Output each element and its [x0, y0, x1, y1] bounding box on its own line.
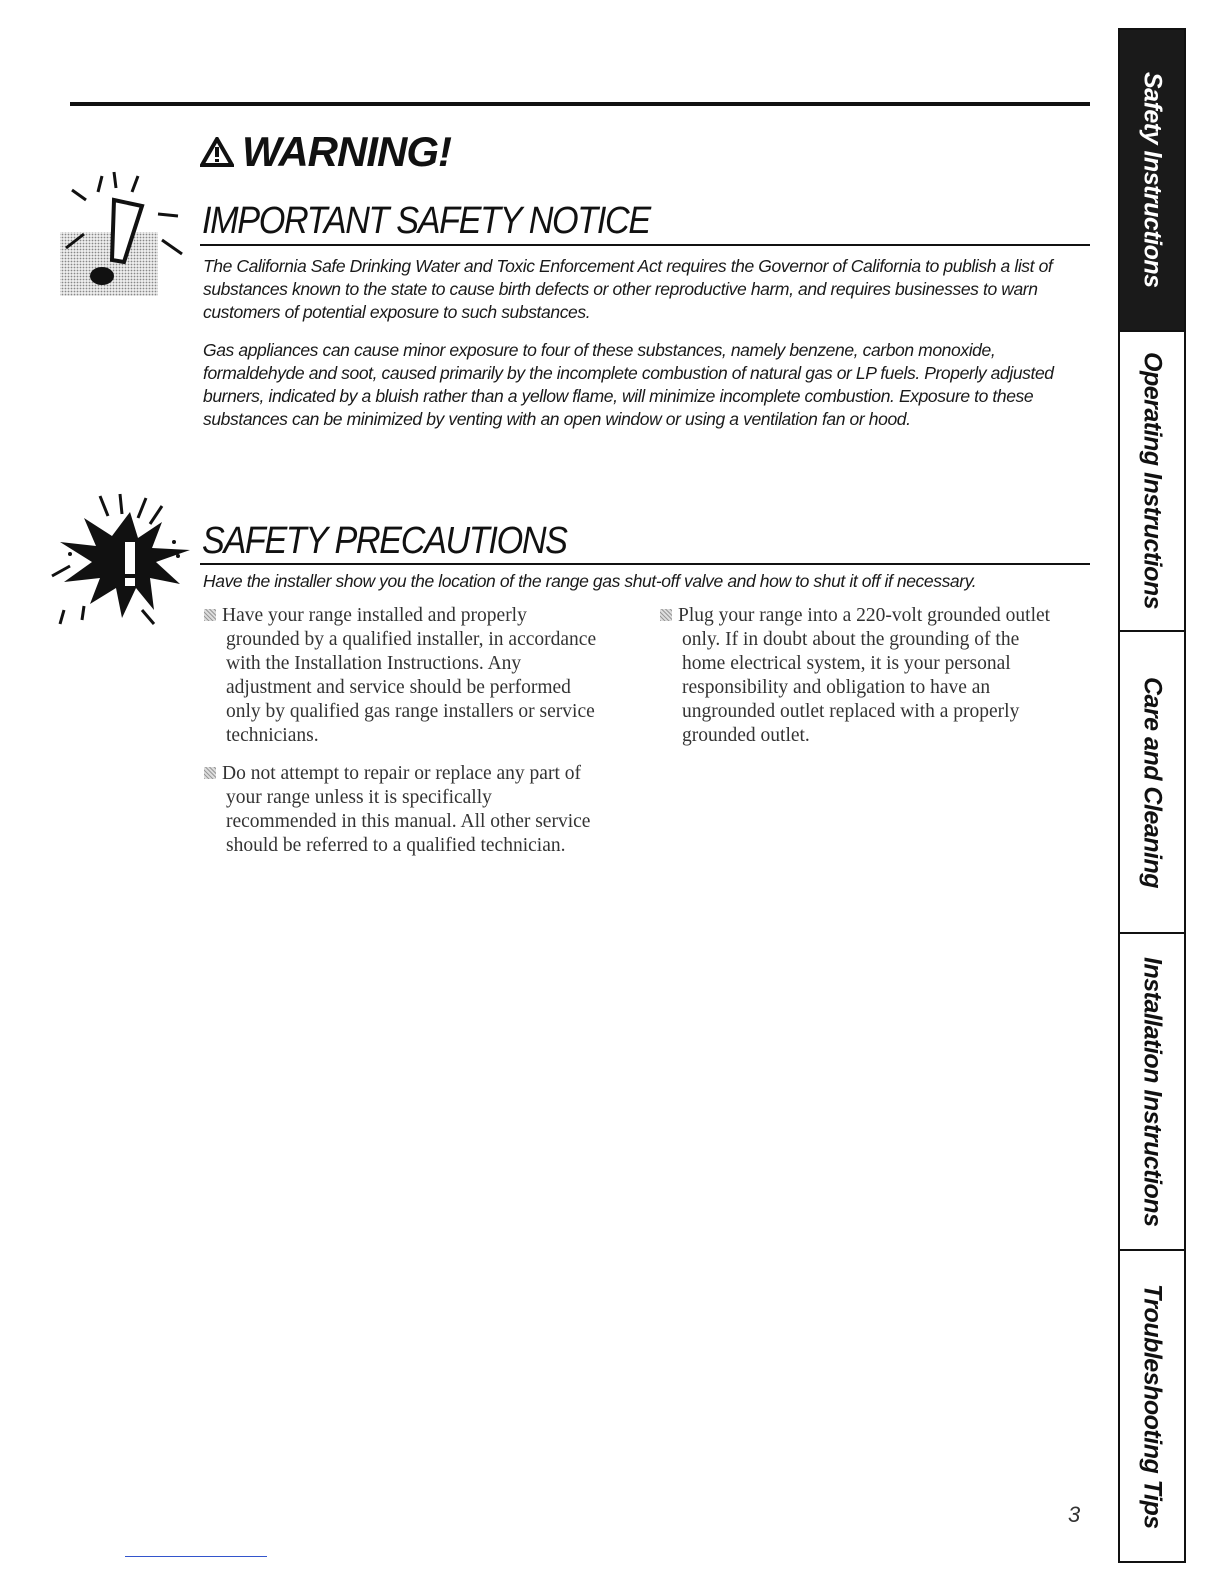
precautions-rule: [200, 563, 1090, 565]
list-item: Plug your range into a 220-volt grounded outlet only. If in doubt about the grounding of the home electrical system, it is your personal responsibility and obligation to have an ungrounded outlet replaced with a properly grounded outlet.: [660, 604, 1060, 748]
tab-care-and-cleaning[interactable]: Care and Cleaning: [1120, 630, 1184, 932]
tab-safety-instructions[interactable]: Safety Instructions: [1120, 30, 1184, 330]
precautions-left-column: [204, 604, 604, 872]
warning-heading: [200, 128, 451, 176]
precautions-title: SAFETY PRECAUTIONS: [202, 520, 567, 562]
tab-troubleshooting-tips[interactable]: Troubleshooting Tips: [1120, 1249, 1184, 1561]
top-rule: [70, 102, 1090, 106]
notice-paragraph-1: The California Safe Drinking Water and Toxic Enforcement Act requires the Governor of California to publish a list of substances known to the state to cause birth defects or other reproductive harm, and requires businesses to warn customers of potential exposure to such substances.: [203, 256, 1053, 322]
notice-paragraph-2: Gas appliances can cause minor exposure to four of these substances, namely benzene, carbon monoxide, formaldehyde and soot, caused primarily by the incomplete combustion of natural gas or LP fuels. Properly adjusted burners, indicated by a bluish rather than a yellow flame, will minimize incomplete combustion. Exposure to these substances can be minimized by venting with an open window or using a ventilation fan or hood.: [203, 340, 1054, 429]
warning-triangle-icon: [200, 137, 234, 167]
notice-title: IMPORTANT SAFETY NOTICE: [202, 200, 650, 242]
bullet-square-icon: [204, 767, 216, 779]
notice-rule: [200, 244, 1090, 246]
bullet-square-icon: [660, 609, 672, 621]
section-tabs: [1118, 28, 1186, 1563]
list-item: Do not attempt to repair or replace any part of your range unless it is specifically recommended in this manual. All other service should be referred to a qualified technician.: [204, 762, 604, 858]
tab-operating-instructions[interactable]: Operating Instructions: [1120, 330, 1184, 630]
footer-link-line: [125, 1556, 267, 1557]
tab-installation-instructions[interactable]: Installation Instructions: [1120, 932, 1184, 1249]
exclamation-burst-icon: [58, 170, 188, 300]
page-number: 3: [1068, 1502, 1081, 1527]
precautions-intro: Have the installer show you the location of the range gas shut-off valve and how to shut it off if necessary.: [203, 571, 977, 591]
list-item: Have your range installed and properly grounded by a qualified installer, in accordance with the Installation Instructions. Any adjustment and service should be performed only by qualified gas range installers or service technicians.: [204, 604, 604, 748]
starburst-exclamation-icon: [50, 492, 200, 632]
warning-title: WARNING!: [242, 128, 451, 175]
bullet-square-icon: [204, 609, 216, 621]
precautions-right-column: [660, 604, 1060, 762]
